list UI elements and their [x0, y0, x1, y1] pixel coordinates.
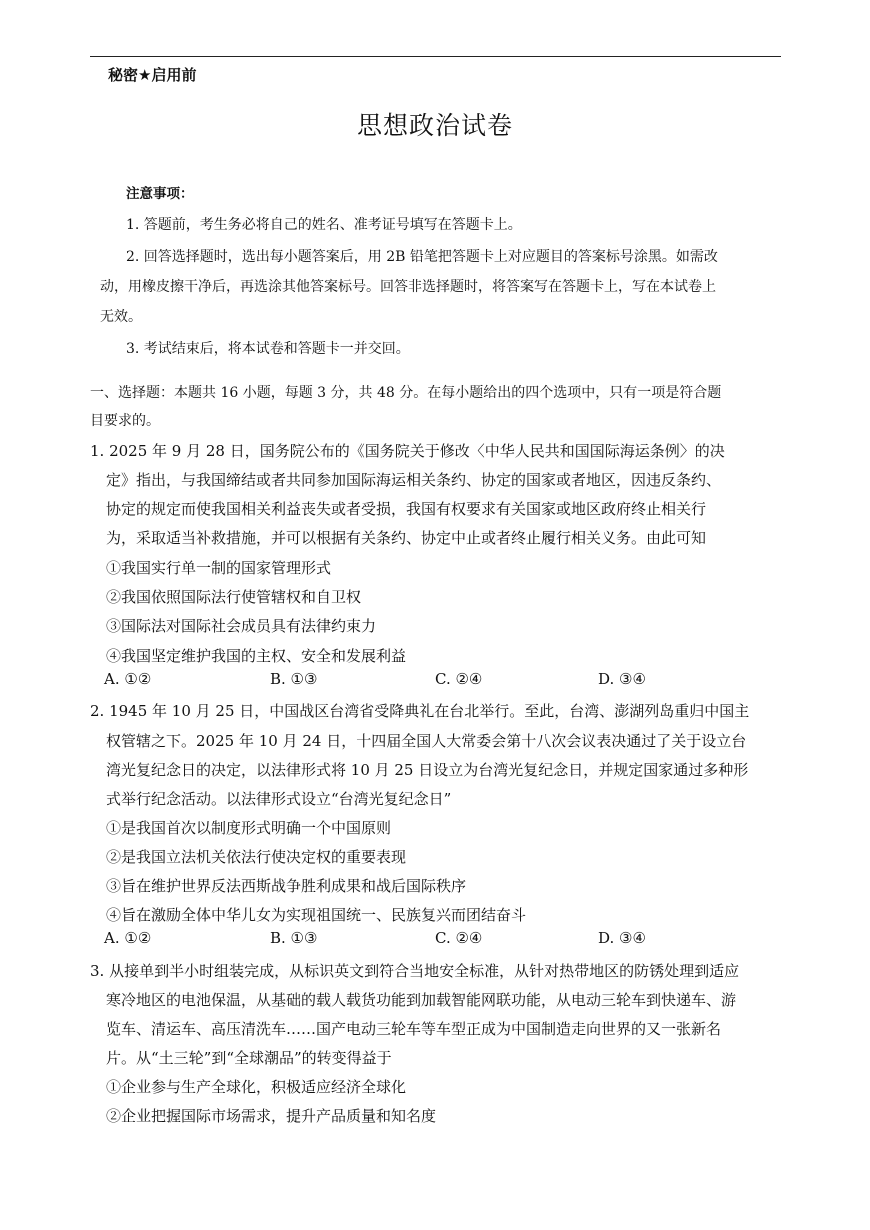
question-2-statement: ④旨在激励全体中华儿女为实现祖国统一、民族复兴而团结奋斗	[106, 906, 527, 924]
question-2-statement: ②是我国立法机关依法行使决定权的重要表现	[106, 848, 407, 866]
section-instruction: 目要求的。	[90, 413, 160, 429]
question-2-option-b[interactable]: B. ①③	[270, 929, 318, 947]
question-1-stem: 为，采取适当补救措施，并可以根据有关条约、协定中止或者终止履行相关义务。由此可知	[106, 529, 707, 547]
question-2-statement: ①是我国首次以制度形式明确一个中国原则	[106, 819, 392, 837]
confidential-mark: 秘密★启用前	[108, 66, 197, 84]
question-1-stem: 定》指出，与我国缔结或者共同参加国际海运相关条约、协定的国家或者地区，因违反条约、	[106, 471, 722, 489]
notice-line: 1. 答题前，考生务必将自己的姓名、准考证号填写在答题卡上。	[126, 217, 522, 233]
notice-line: 动，用橡皮擦干净后，再选涂其他答案标号。回答非选择题时，将答案写在答题卡上，写在本试卷上	[100, 279, 716, 295]
section-instruction: 一、选择题：本题共 16 小题，每题 3 分，共 48 分。在每小题给出的四个选项中，只有一项是符合题	[90, 385, 722, 401]
question-3-stem: 览车、清运车、高压清洗车……国产电动三轮车等车型正成为中国制造走向世界的又一张新名	[106, 1020, 722, 1038]
notice-line: 无效。	[100, 309, 142, 325]
question-2-option-a[interactable]: A. ①②	[104, 929, 152, 947]
question-1-statement: ②我国依照国际法行使管辖权和自卫权	[106, 588, 362, 606]
question-3-statement: ①企业参与生产全球化，积极适应经济全球化	[106, 1078, 407, 1096]
page-title: 思想政治试卷	[356, 111, 513, 140]
question-2-stem: 式举行纪念活动。以法律形式设立“台湾光复纪念日”	[106, 790, 452, 808]
question-1-option-a[interactable]: A. ①②	[104, 670, 152, 688]
question-1-stem: 协定的规定而使我国相关利益丧失或者受损，我国有权要求有关国家或地区政府终止相关行	[106, 500, 707, 518]
question-3-statement: ②企业把握国际市场需求，提升产品质量和知名度	[106, 1107, 437, 1125]
question-1-option-c[interactable]: C. ②④	[435, 670, 483, 688]
question-2-option-d[interactable]: D. ③④	[598, 929, 646, 947]
notice-line: 2. 回答选择题时，选出每小题答案后，用 2B 铅笔把答题卡上对应题目的答案标号涂黑。如需改	[126, 249, 718, 265]
question-2-stem: 权管辖之下。2025 年 10 月 24 日，十四届全国人大常委会第十八次会议表决通过了关于设立台	[106, 732, 747, 750]
question-1-option-b[interactable]: B. ①③	[270, 670, 318, 688]
question-1-stem: 1. 2025 年 9 月 28 日，国务院公布的《国务院关于修改〈中华人民共和国国际海运条例〉的决	[90, 442, 725, 460]
question-2-option-c[interactable]: C. ②④	[435, 929, 483, 947]
question-3-stem: 片。从“土三轮”到“全球潮品”的转变得益于	[106, 1049, 392, 1067]
notice-line: 3. 考试结束后，将本试卷和答题卡一并交回。	[126, 341, 410, 357]
question-1-statement: ④我国坚定维护我国的主权、安全和发展利益	[106, 647, 407, 665]
question-2-stem: 湾光复纪念日的决定，以法律形式将 10 月 25 日设立为台湾光复纪念日，并规定国家通过多种形	[106, 761, 749, 779]
question-3-stem: 寒冷地区的电池保温，从基础的载人载货功能到加载智能网联功能，从电动三轮车到快递车、游	[106, 991, 737, 1009]
question-1-option-d[interactable]: D. ③④	[598, 670, 646, 688]
question-1-statement: ①我国实行单一制的国家管理形式	[106, 559, 332, 577]
notice-heading: 注意事项：	[126, 186, 194, 202]
question-1-statement: ③国际法对国际社会成员具有法律约束力	[106, 617, 377, 635]
question-3-stem: 3. 从接单到半小时组装完成，从标识英文到符合当地安全标准，从针对热带地区的防锈处理到适应	[90, 962, 740, 980]
question-2-statement: ③旨在维护世界反法西斯战争胜利成果和战后国际秩序	[106, 877, 467, 895]
question-2-stem: 2. 1945 年 10 月 25 日，中国战区台湾省受降典礼在台北举行。至此，台湾、澎湖列岛重归中国主	[90, 702, 750, 720]
header-rule	[90, 56, 781, 57]
